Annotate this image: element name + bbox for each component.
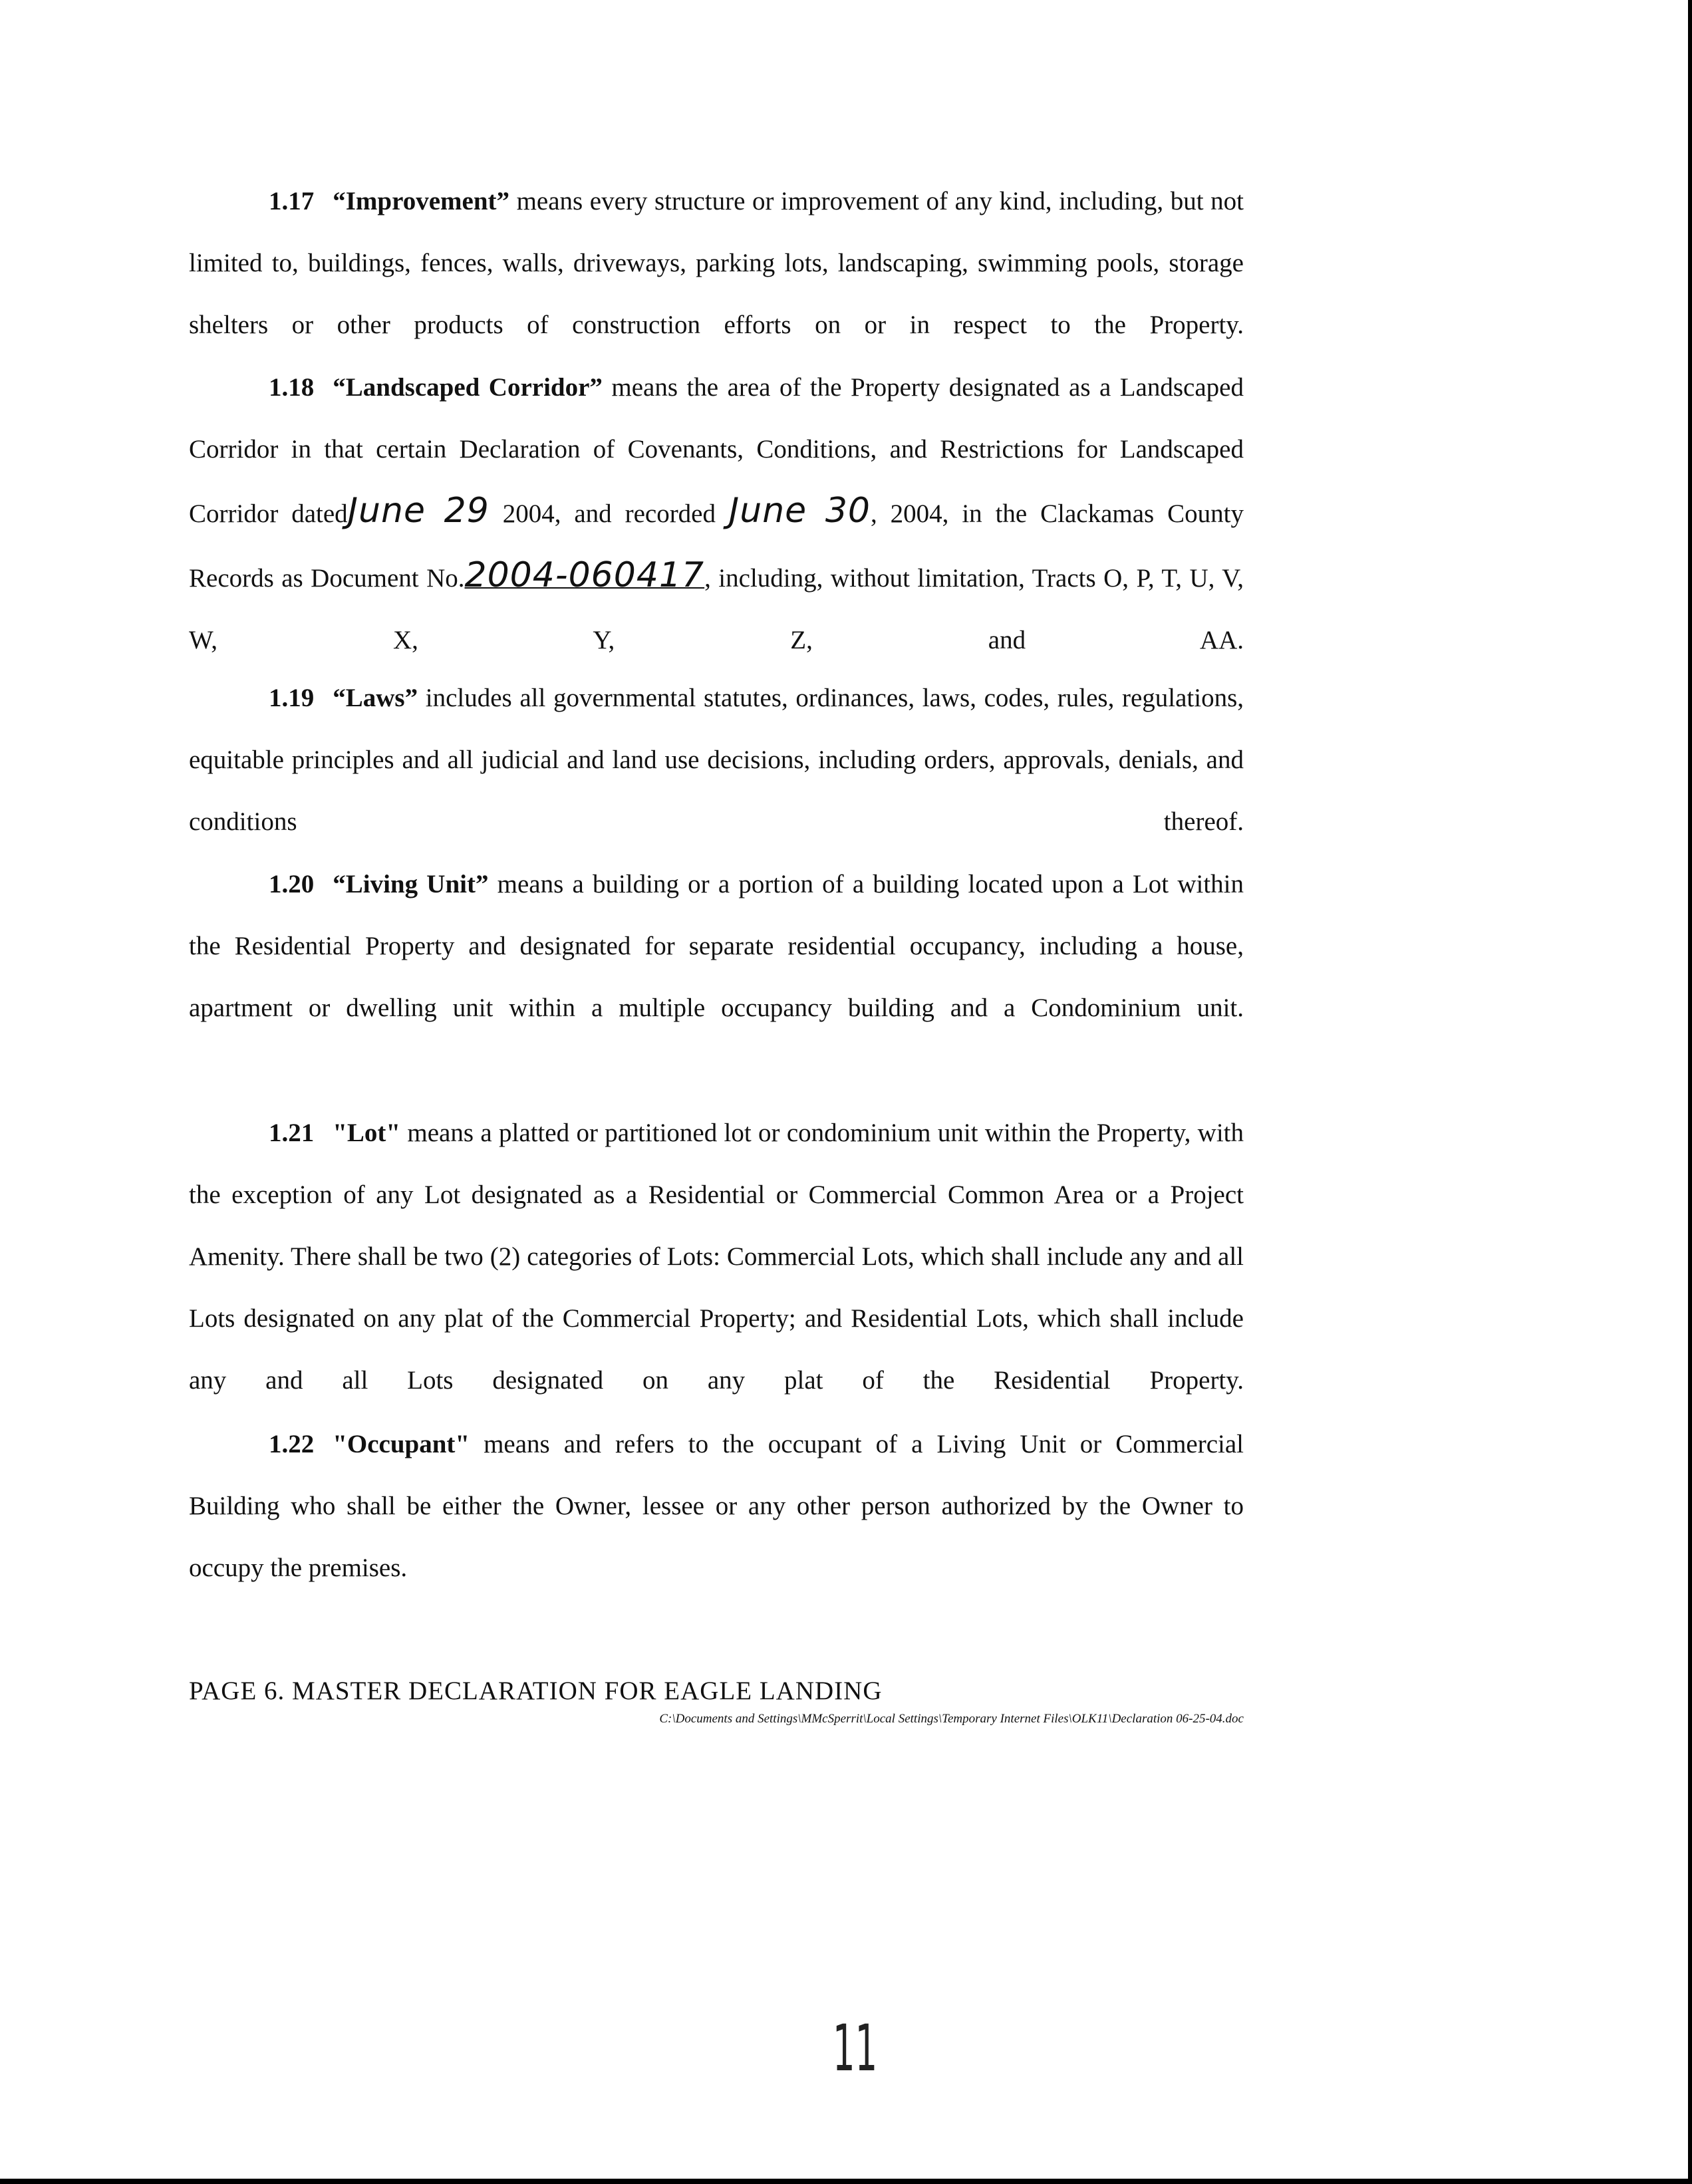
section-1-17 [189, 170, 1244, 356]
footer-title: PAGE 6. MASTER DECLARATION FOR EAGLE LANDING [189, 1677, 883, 1705]
handwritten-recorded-date: June 30 [728, 491, 871, 531]
section-text-part-a: means the area of the Property designated as a Landscaped Corridor in that certain Declaration of Covenants, Conditions, and Restrictions for Landscaped Corridor dated [189, 373, 1244, 528]
defined-term: “Laws” [333, 684, 418, 712]
section-1-22 [189, 1413, 1244, 1599]
footer-file-path: C:\Documents and Settings\MMcSperrit\Local Settings\Temporary Internet Files\OLK11\Declaration 06-25-04.doc [659, 1712, 1244, 1726]
defined-term: "Occupant" [333, 1430, 470, 1458]
section-text: means a building or a portion of a building located upon a Lot within the Residential Property and designated for separate residential occupancy, including a house, apartment or dwelling unit within a multiple occupancy building and a Condominium unit. [189, 870, 1244, 1022]
section-text-part-c: , 2004, in the Clackamas County Records as Document No. [189, 499, 1244, 593]
defined-term: "Lot" [333, 1119, 401, 1147]
section-text-part-b: 2004, and recorded [489, 499, 729, 528]
section-number: 1.19 [269, 684, 315, 712]
section-1-20 [189, 853, 1244, 1039]
defined-term: “Living Unit” [333, 870, 489, 898]
defined-term: “Improvement” [333, 187, 509, 215]
section-number: 1.17 [269, 187, 315, 215]
section-1-21 [189, 1102, 1244, 1411]
scan-edge-right [1688, 0, 1692, 2184]
defined-term: “Landscaped Corridor” [333, 373, 603, 402]
section-number: 1.20 [269, 870, 315, 898]
section-1-18 [189, 356, 1244, 671]
section-text: means every structure or improvement of any kind, including, but not limited to, buildings, fences, walls, driveways, parking lots, landscaping, swimming pools, storage shelters or other products of construction efforts on or in respect to the Property. [189, 187, 1244, 339]
section-text: means and refers to the occupant of a Living Unit or Commercial Building who shall be either the Owner, lessee or any other person authorized by the Owner to occupy the premises. [189, 1430, 1244, 1582]
section-text: means a platted or partitioned lot or condominium unit within the Property, with the exception of any Lot designated as a Residential or Commercial Common Area or a Project Amenity. There shall be two (2) categories of Lots: Commercial Lots, which shall include any and all Lots designated on any plat of the Commercial Property; and Residential Lots, which shall include any and all Lots designated on any plat of the Residential Property. [189, 1119, 1244, 1395]
scan-edge-bottom [0, 2179, 1692, 2184]
handwritten-date: June 29 [347, 491, 490, 531]
section-text: includes all governmental statutes, ordinances, laws, codes, rules, regulations, equitable principles and all judicial and land use decisions, including orders, approvals, denials, and conditions thereof. [189, 684, 1244, 836]
section-number: 1.22 [269, 1430, 315, 1458]
section-number: 1.18 [269, 373, 315, 402]
section-1-19 [189, 667, 1244, 853]
handwritten-page-number: 11 [833, 2011, 878, 2086]
handwritten-document-number: 2004-060417 [464, 555, 705, 595]
section-number: 1.21 [269, 1119, 315, 1147]
section-text-part-d: , including, without limitation, Tracts O, P, T, U, V, W, X, Y, Z, and AA. [189, 564, 1244, 654]
